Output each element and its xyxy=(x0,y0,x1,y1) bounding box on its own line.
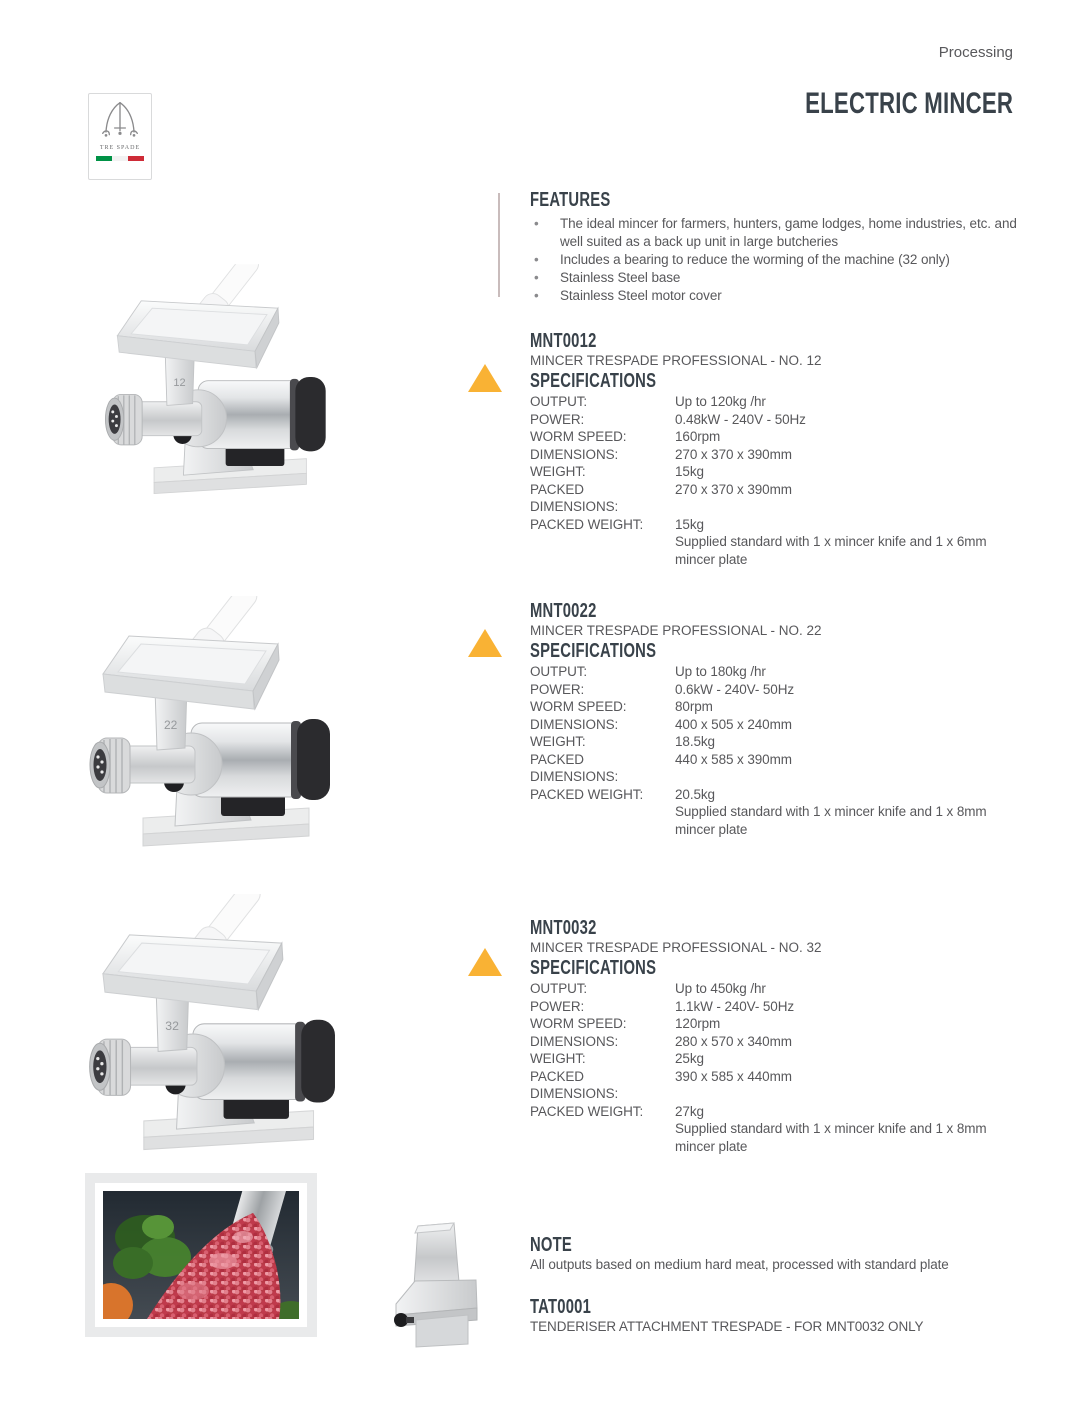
product-code: MNT0012 xyxy=(530,330,597,352)
spec-label: WEIGHT: xyxy=(530,1051,586,1066)
feature-item xyxy=(530,287,1018,305)
product-section-mnt0032 xyxy=(530,917,1018,1155)
accent-triangle-icon xyxy=(468,364,502,392)
spec-label xyxy=(530,803,675,838)
spec-row xyxy=(530,998,1018,1016)
spec-label: POWER: xyxy=(530,411,585,427)
spec-row xyxy=(530,803,1018,838)
mincer-size-badge: 12 xyxy=(173,377,186,390)
feature-item xyxy=(530,269,1018,287)
spec-value: Up to 450kg /hr xyxy=(675,981,766,996)
spec-value: 1.1kW - 240V- 50Hz xyxy=(675,998,795,1014)
spec-row xyxy=(530,1120,1018,1155)
specifications-heading: SPECIFICATIONS xyxy=(530,370,657,392)
spec-row xyxy=(530,733,1018,751)
spec-label: WEIGHT: xyxy=(530,464,586,479)
spec-label: PACKED DIMENSIONS: xyxy=(530,1068,619,1101)
spec-row xyxy=(530,481,1018,516)
product-subtitle: MINCER TRESPADE PROFESSIONAL - NO. 12 xyxy=(530,353,822,368)
mincer-photo-mnt0022 xyxy=(70,596,412,866)
product-code: MNT0022 xyxy=(530,600,597,622)
spec-value: 18.5kg xyxy=(675,734,715,749)
spec-value: 25kg xyxy=(675,1051,704,1066)
spec-label: PACKED DIMENSIONS: xyxy=(530,481,619,514)
spec-value: 27kg xyxy=(675,1103,704,1119)
spec-value: 400 x 505 x 240mm xyxy=(675,716,792,732)
features-heading: FEATURES xyxy=(530,189,611,211)
spec-value: Up to 180kg /hr xyxy=(675,664,766,679)
accent-triangle-icon xyxy=(468,629,502,657)
spec-value: 120rpm xyxy=(675,1016,721,1031)
specifications-heading: SPECIFICATIONS xyxy=(530,957,657,979)
product-subtitle: MINCER TRESPADE PROFESSIONAL - NO. 22 xyxy=(530,623,822,638)
page-title xyxy=(732,88,1013,120)
spec-value: 270 x 370 x 390mm xyxy=(675,446,792,462)
spec-row xyxy=(530,663,1018,681)
note-text: All outputs based on medium hard meat, processed with standard plate xyxy=(530,1257,949,1272)
spec-row xyxy=(530,1068,1018,1103)
mincer-size-badge: 32 xyxy=(165,1018,179,1033)
feature-item xyxy=(530,251,1018,269)
spec-row xyxy=(530,698,1018,716)
supplied-note: Supplied standard with 1 x mincer knife and 1 x 8mm mincer plate xyxy=(675,804,987,837)
product-code: MNT0032 xyxy=(530,917,597,939)
product-subtitle: MINCER TRESPADE PROFESSIONAL - NO. 32 xyxy=(530,940,822,955)
spec-row xyxy=(530,446,1018,464)
bullet-icon xyxy=(530,269,560,287)
mincer-size-badge: 22 xyxy=(164,718,178,732)
attachment-section xyxy=(530,1296,1018,1336)
spec-table xyxy=(530,393,1018,533)
spec-row xyxy=(530,1050,1018,1068)
spec-label: DIMENSIONS: xyxy=(530,716,619,732)
spec-label: PACKED DIMENSIONS: xyxy=(530,751,619,784)
spec-label: WORM SPEED: xyxy=(530,1016,627,1031)
spec-row xyxy=(530,1033,1018,1051)
spec-row xyxy=(530,751,1018,786)
spec-row xyxy=(530,533,1018,568)
spec-row xyxy=(530,428,1018,446)
spec-value: 0.6kW - 240V- 50Hz xyxy=(675,681,795,697)
bullet-icon xyxy=(530,287,560,305)
attachment-code: TAT0001 xyxy=(530,1296,592,1318)
tre-spade-swords-icon xyxy=(100,100,140,144)
supplied-note: Supplied standard with 1 x mincer knife and 1 x 8mm mincer plate xyxy=(675,1121,987,1154)
brand-name: TRE SPADE xyxy=(99,145,141,151)
bullet-icon xyxy=(530,215,560,251)
spec-label: DIMENSIONS: xyxy=(530,446,619,462)
tre-spade-logo xyxy=(88,93,152,180)
spec-row xyxy=(530,463,1018,481)
product-section-mnt0022 xyxy=(530,600,1018,838)
spec-label: PACKED WEIGHT: xyxy=(530,516,644,532)
spec-label: POWER: xyxy=(530,681,585,697)
features-section xyxy=(530,189,1018,305)
spec-row xyxy=(530,716,1018,734)
spec-value: 270 x 370 x 390mm xyxy=(675,481,792,497)
spec-table xyxy=(530,980,1018,1120)
note-heading: NOTE xyxy=(530,1234,573,1256)
flag-green-band xyxy=(96,156,112,161)
bullet-icon xyxy=(530,251,560,269)
category-label: Processing xyxy=(938,44,1013,61)
spec-value: Up to 120kg /hr xyxy=(675,394,766,409)
flag-red-band xyxy=(128,156,144,161)
spec-label: WORM SPEED: xyxy=(530,429,627,444)
spec-value: 0.48kW - 240V - 50Hz xyxy=(675,411,806,427)
minced-meat-photo-mat xyxy=(95,1183,307,1327)
spec-label xyxy=(530,1120,675,1155)
spec-row xyxy=(530,980,1018,998)
spec-row xyxy=(530,681,1018,699)
spec-label: WEIGHT: xyxy=(530,734,586,749)
attachment-subtitle: TENDERISER ATTACHMENT TRESPADE - FOR MNT0032 ONLY xyxy=(530,1319,924,1334)
feature-text: The ideal mincer for farmers, hunters, game lodges, home industries, etc. and well suited as a back up unit in large butcheries xyxy=(560,216,1017,249)
minced-meat-photo xyxy=(103,1191,299,1319)
note-section xyxy=(530,1234,1018,1274)
page-title-text: ELECTRIC MINCER xyxy=(804,87,1013,120)
spec-value: 160rpm xyxy=(675,429,721,444)
tenderiser-photo-tat0001 xyxy=(388,1220,486,1348)
spec-row xyxy=(530,1015,1018,1033)
product-section-mnt0012 xyxy=(530,330,1018,568)
spec-value: 280 x 570 x 340mm xyxy=(675,1033,792,1049)
spec-label: OUTPUT: xyxy=(530,981,588,996)
features-rule xyxy=(498,193,500,297)
spec-value: 20.5kg xyxy=(675,786,715,802)
supplied-note: Supplied standard with 1 x mincer knife and 1 x 6mm mincer plate xyxy=(675,534,987,567)
feature-text: Stainless Steel base xyxy=(560,270,681,285)
feature-text: Stainless Steel motor cover xyxy=(560,288,722,303)
spec-label: PACKED WEIGHT: xyxy=(530,786,644,802)
spec-label: PACKED WEIGHT: xyxy=(530,1103,644,1119)
spec-value: 390 x 585 x 440mm xyxy=(675,1068,792,1084)
spec-value: 440 x 585 x 390mm xyxy=(675,751,792,767)
spec-row xyxy=(530,393,1018,411)
mincer-photo-mnt0032 xyxy=(48,894,440,1170)
minced-meat-photo-frame xyxy=(85,1173,317,1337)
feature-text: Includes a bearing to reduce the worming of the machine (32 only) xyxy=(560,252,950,267)
spec-label: POWER: xyxy=(530,998,585,1014)
spec-label: WORM SPEED: xyxy=(530,699,627,714)
spec-row xyxy=(530,411,1018,429)
spec-value: 15kg xyxy=(675,464,704,479)
feature-item xyxy=(530,215,1018,251)
spec-label: DIMENSIONS: xyxy=(530,1033,619,1049)
spec-row xyxy=(530,516,1018,534)
accent-triangle-icon xyxy=(468,948,502,976)
spec-value: 80rpm xyxy=(675,699,713,714)
spec-label: OUTPUT: xyxy=(530,664,588,679)
italian-flag-icon xyxy=(96,156,144,161)
spec-row xyxy=(530,786,1018,804)
features-list xyxy=(530,215,1018,305)
specifications-heading: SPECIFICATIONS xyxy=(530,640,657,662)
spec-value: 15kg xyxy=(675,516,704,532)
mincer-photo-mnt0012 xyxy=(88,256,400,520)
spec-label xyxy=(530,533,675,568)
spec-row xyxy=(530,1103,1018,1121)
spec-label: OUTPUT: xyxy=(530,394,588,409)
flag-white-band xyxy=(112,156,128,161)
spec-table xyxy=(530,663,1018,803)
